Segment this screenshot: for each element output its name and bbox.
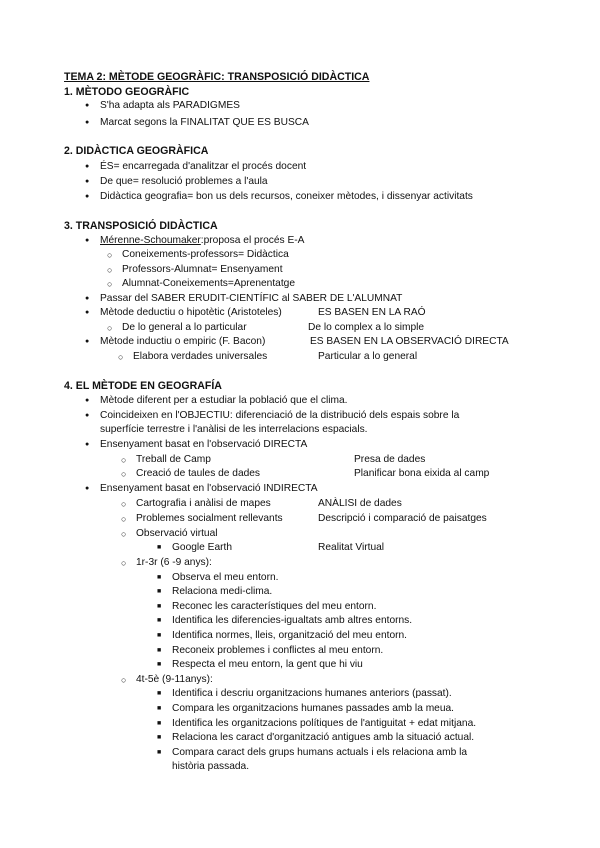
- right-column-text: ES BASEN EN LA RAÓ: [318, 307, 426, 318]
- list-item: ○ 1r-3r (6 -9 anys):: [136, 557, 212, 569]
- list-item: ■ Reconeix problemes i conflictes al meu entorn.: [172, 645, 383, 657]
- list-item: ■ Respecta el meu entorn, la gent que hi viu: [172, 659, 363, 671]
- list-item: ○ Alumnat-Coneixements=Aprenentatge: [122, 278, 295, 290]
- list-item: ○ De lo general a lo particular: [122, 322, 247, 334]
- right-column-text: Descripció i comparació de paisatges: [318, 513, 487, 524]
- right-column-text: Presa de dades: [354, 454, 426, 465]
- list-item: ■ Compara caract dels grups humans actuals i els relaciona amb la: [172, 747, 467, 759]
- list-item: ■ Identifica i descriu organitzacions humanes anteriors (passat).: [172, 688, 452, 700]
- list-item: ○ Problemes socialment rellevants: [136, 513, 283, 525]
- section-3-heading: 3. TRANSPOSICIÓ DIDÀCTICA: [64, 220, 218, 232]
- list-item: ○ Coneixements-professors= Didàctica: [122, 249, 289, 261]
- list-item: ■ Compara les organitzacions humanes passades amb la meua.: [172, 703, 454, 715]
- list-item: ○ Observació virtual: [136, 528, 218, 540]
- right-column-text: De lo complex a lo simple: [308, 322, 425, 333]
- list-item: ■ Identifica les diferencies-igualtats amb altres entorns.: [172, 615, 412, 627]
- list-item-continuation: història passada.: [172, 761, 250, 772]
- list-item: ● Mètode diferent per a estudiar la població que el clima.: [100, 395, 347, 407]
- right-column-text: Realitat Virtual: [318, 542, 385, 553]
- merenne-link-text: Mérenne-Schoumaker: [100, 235, 201, 246]
- document-title: TEMA 2: MÈTODE GEOGRÀFIC: TRANSPOSICIÓ DIDÀCTICA: [64, 71, 370, 83]
- list-item: [100, 235, 304, 247]
- list-item: ● Ensenyament basat en l'observació INDIRECTA: [100, 483, 318, 495]
- list-item: ● Mètode inductiu o empiric (F. Bacon): [100, 336, 265, 348]
- section-4-heading: 4. EL MÈTODE EN GEOGRAFÍA: [64, 380, 222, 392]
- list-item: ■ Reconec les característiques del meu entorn.: [172, 601, 376, 613]
- list-item: ■ Relaciona medi-clima.: [172, 586, 272, 598]
- list-item: ● S'ha adapta als PARADIGMES: [100, 100, 240, 112]
- list-item: ● Didàctica geografia= bon us dels recursos, coneixer mètodes, i dissenyar activitats: [100, 191, 473, 203]
- right-column-text: ANÀLISI de dades: [318, 498, 402, 509]
- right-column-text: Particular a lo general: [318, 351, 418, 362]
- list-item: ● Ensenyament basat en l'observació DIRECTA: [100, 439, 307, 451]
- right-column-text: ES BASEN EN LA OBSERVACIÓ DIRECTA: [310, 336, 509, 347]
- merenne-text: :proposa el procés E-A: [200, 235, 305, 246]
- list-item: ● Marcat segons la FINALITAT QUE ES BUSCA: [100, 117, 309, 129]
- list-item: ○ Cartografia i anàlisi de mapes: [136, 498, 271, 510]
- list-item: ■ Identifica normes, lleis, organització del meu entorn.: [172, 630, 407, 642]
- list-item-continuation: superfície terrestre i l'anàlisi de les interrelacions espacials.: [100, 424, 368, 435]
- list-item: ● ÉS= encarregada d'analitzar el procés docent: [100, 161, 306, 173]
- list-item: ■ Relaciona les caract d'organització antigues amb la situació actual.: [172, 732, 474, 744]
- list-item: ○ Creació de taules de dades: [136, 468, 260, 480]
- section-1-heading: 1. MÈTODO GEOGRÀFIC: [64, 86, 190, 98]
- list-item: ● Mètode deductiu o hipotètic (Aristoteles): [100, 307, 282, 319]
- list-item: ■ Observa el meu entorn.: [172, 572, 278, 584]
- list-item: ● De que= resolució problemes a l'aula: [100, 176, 268, 188]
- list-item: ○ Treball de Camp: [136, 454, 211, 466]
- list-item: ● Coincideixen en l'OBJECTIU: diferenciació de la distribució dels espais sobre la: [100, 410, 459, 422]
- list-item: ■ Identifica les organitzacions polítiques de l'antiguitat + edat mitjana.: [172, 718, 476, 730]
- list-item: ● Passar del SABER ERUDIT-CIENTÍFIC al SABER DE L'ALUMNAT: [100, 293, 402, 305]
- list-item: ■ Google Earth: [172, 542, 232, 554]
- section-2-heading: 2. DIDÀCTICA GEOGRÀFICA: [64, 145, 209, 157]
- list-item: ○ 4t-5è (9-11anys):: [136, 674, 213, 686]
- right-column-text: Planificar bona eixida al camp: [354, 468, 490, 479]
- list-item: ○ Professors-Alumnat= Ensenyament: [122, 264, 283, 276]
- list-item: ○ Elabora verdades universales: [133, 351, 267, 363]
